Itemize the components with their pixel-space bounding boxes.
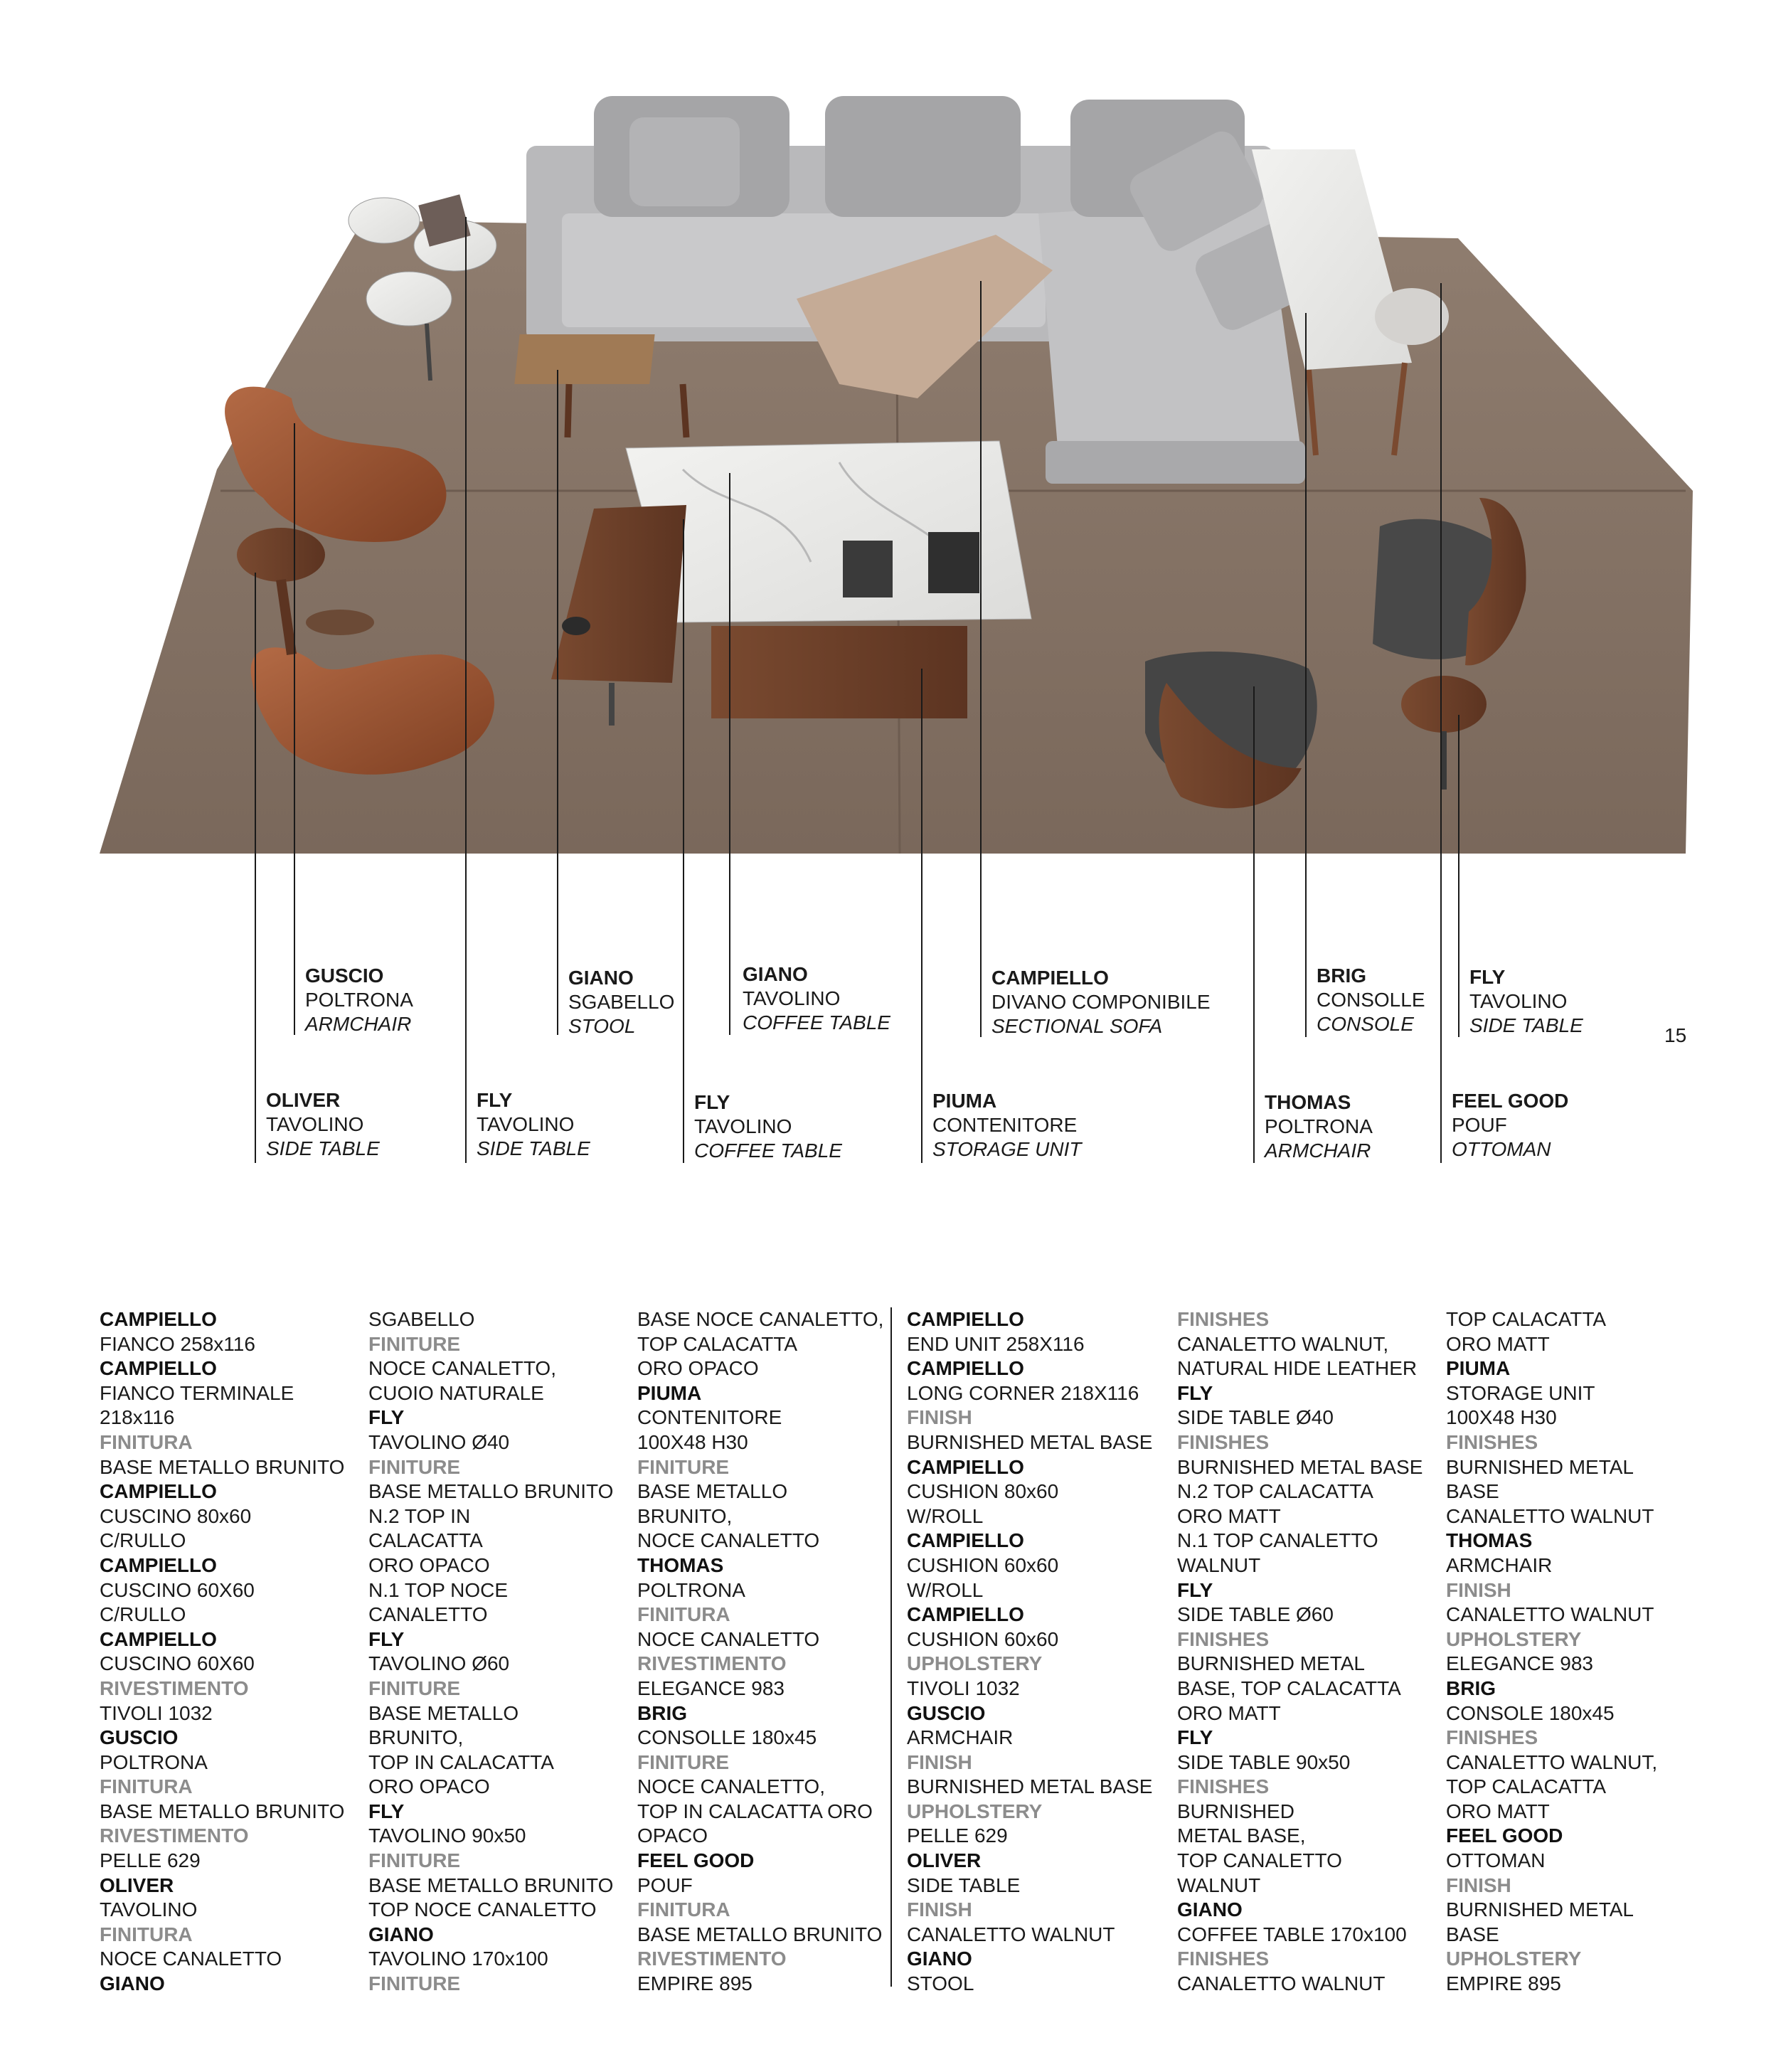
callout-italian: DIVANO COMPONIBILE: [991, 991, 1211, 1013]
spec-product-name: GUSCIO: [100, 1726, 179, 1749]
spec-product-name: CAMPIELLO: [100, 1357, 217, 1380]
spec-line: NATURAL HIDE LEATHER: [1177, 1357, 1418, 1380]
spec-line: N.1 TOP NOCE: [368, 1578, 509, 1601]
spec-line: TAVOLINO: [100, 1898, 198, 1921]
callout-italian: TAVOLINO: [477, 1113, 575, 1135]
callout-name: FLY: [694, 1091, 730, 1113]
spec-line: BRUNITO,: [368, 1726, 464, 1749]
spec-line: ELEGANCE 983: [1446, 1652, 1593, 1675]
spec-line: TOP CALACATTA: [637, 1332, 798, 1355]
callout-name: THOMAS: [1265, 1091, 1351, 1113]
callout-english: SIDE TABLE: [477, 1137, 590, 1159]
spec-line: CONSOLLE 180x45: [637, 1726, 817, 1749]
spec-column-1: [100, 1307, 349, 1997]
spec-line: SGABELLO: [368, 1308, 475, 1330]
callout-english: CONSOLE: [1317, 1013, 1414, 1035]
spec-product-name: CAMPIELLO: [907, 1455, 1024, 1478]
spec-line: N.2 TOP CALACATTA: [1177, 1480, 1373, 1503]
spec-line: W/ROLL: [907, 1578, 984, 1601]
callout-italian: TAVOLINO: [1469, 990, 1568, 1012]
spec-line: TAVOLINO Ø60: [368, 1652, 510, 1675]
spec-line: SIDE TABLE Ø40: [1177, 1406, 1334, 1429]
callout-english: ARMCHAIR: [305, 1013, 412, 1035]
spec-line: CONTENITORE: [637, 1406, 782, 1429]
spec-line: BASE METALLO BRUNITO: [368, 1480, 614, 1503]
spec-section-heading: FINISHES: [1177, 1627, 1270, 1650]
spec-line: CUSHION 60x60: [907, 1627, 1059, 1650]
spec-line: NOCE CANALETTO,: [368, 1357, 556, 1380]
callout-english: STOOL: [568, 1015, 636, 1037]
spec-line: CUSCINO 80x60: [100, 1504, 252, 1527]
callout-italian: CONTENITORE: [932, 1114, 1078, 1136]
spec-line: BASE METALLO: [368, 1701, 519, 1724]
spec-column-3: [637, 1307, 886, 1997]
spec-product-name: GIANO: [368, 1923, 434, 1945]
leader-feel-good: [1440, 283, 1442, 1163]
spec-line: BASE, TOP CALACATTA: [1177, 1677, 1401, 1699]
callout-english: SIDE TABLE: [1469, 1014, 1583, 1036]
spec-line: ORO OPACO: [368, 1553, 490, 1576]
spec-line: TOP NOCE CANALETTO: [368, 1898, 597, 1921]
callout-fly-side-table-left: [467, 1088, 590, 1161]
leader-guscio: [294, 423, 295, 1035]
spec-line: SIDE TABLE: [907, 1874, 1021, 1896]
spec-line: CANALETTO WALNUT,: [1446, 1750, 1658, 1773]
spec-section-heading: FINISH: [907, 1750, 972, 1773]
spec-product-name: BRIG: [637, 1701, 687, 1724]
spec-product-name: CAMPIELLO: [907, 1308, 1024, 1330]
spec-section-heading: FINISH: [1446, 1578, 1511, 1601]
spec-line: CANALETTO: [368, 1603, 488, 1626]
spec-line: BASE METALLO BRUNITO: [368, 1874, 614, 1896]
spec-line: N.2 TOP IN: [368, 1504, 471, 1527]
spec-product-name: FLY: [1177, 1726, 1213, 1749]
spec-product-name: FLY: [368, 1406, 405, 1429]
spec-line: ORO OPACO: [368, 1775, 490, 1798]
spec-line: NOCE CANALETTO,: [637, 1775, 825, 1798]
spec-line: BASE METALLO BRUNITO: [100, 1455, 345, 1478]
spec-section-heading: UPHOLSTERY: [1446, 1627, 1582, 1650]
spec-product-name: CAMPIELLO: [100, 1627, 217, 1650]
spec-product-name: FLY: [368, 1800, 405, 1822]
callout-name: OLIVER: [266, 1089, 341, 1111]
spec-line: STORAGE UNIT: [1446, 1381, 1595, 1404]
spec-line: TIVOLI 1032: [907, 1677, 1020, 1699]
spec-line: FIANCO TERMINALE: [100, 1381, 294, 1404]
spec-section-heading: RIVESTIMENTO: [100, 1677, 249, 1699]
callout-brig: [1307, 964, 1425, 1036]
spec-line: CUSCINO 60X60: [100, 1578, 255, 1601]
spec-line: POLTRONA: [637, 1578, 745, 1601]
spec-product-name: FLY: [1177, 1381, 1213, 1404]
callout-italian: POUF: [1452, 1114, 1507, 1136]
spec-line: ARMCHAIR: [1446, 1553, 1553, 1576]
spec-product-name: CAMPIELLO: [907, 1357, 1024, 1380]
spec-product-name: BRIG: [1446, 1677, 1496, 1699]
spec-section-heading: FINITURE: [368, 1849, 461, 1872]
spec-line: CUSHION 80x60: [907, 1480, 1059, 1503]
callout-english: SECTIONAL SOFA: [991, 1015, 1163, 1037]
callout-oliver: [256, 1088, 380, 1161]
spec-section-heading: FINITURA: [100, 1775, 193, 1798]
spec-line: ARMCHAIR: [907, 1726, 1014, 1749]
callout-piuma: [922, 1089, 1082, 1162]
leader-fly-coffee-table: [683, 519, 684, 1163]
spec-column-2: [368, 1307, 617, 1997]
callout-english: OTTOMAN: [1452, 1138, 1551, 1160]
spec-line: ORO MATT: [1446, 1800, 1550, 1822]
callout-name: FLY: [477, 1089, 513, 1111]
callout-name: GIANO: [743, 963, 808, 985]
spec-line: LONG CORNER 218X116: [907, 1381, 1139, 1404]
spec-line: NOCE CANALETTO: [637, 1529, 820, 1552]
callout-fly-side-table-right: [1459, 965, 1583, 1038]
spec-line: TAVOLINO 170x100: [368, 1948, 548, 1970]
spec-section-heading: FINITURA: [637, 1898, 730, 1921]
callout-italian: TAVOLINO: [694, 1115, 792, 1137]
spec-line: TOP CALACATTA: [1446, 1308, 1607, 1330]
spec-section-heading: FINISHES: [1177, 1430, 1270, 1453]
feel-good-ottoman: [1375, 288, 1449, 345]
spec-line: ORO MATT: [1446, 1332, 1550, 1355]
spec-section-heading: FINITURE: [368, 1332, 461, 1355]
spec-column-5: [1177, 1307, 1426, 1997]
spec-section-heading: FINITURE: [368, 1455, 461, 1478]
spec-product-name: FLY: [1177, 1578, 1213, 1601]
leader-brig: [1305, 313, 1307, 1037]
spec-product-name: CAMPIELLO: [100, 1480, 217, 1503]
spec-line: BASE NOCE CANALETTO,: [637, 1308, 884, 1330]
callout-name: GIANO: [568, 967, 634, 989]
living-room-photo: [0, 0, 1776, 875]
spec-line: TOP IN CALACATTA ORO: [637, 1800, 873, 1822]
spec-line: ORO MATT: [1177, 1504, 1281, 1527]
spec-section-heading: UPHOLSTERY: [1446, 1948, 1582, 1970]
spec-product-name: FEEL GOOD: [1446, 1824, 1563, 1847]
spec-product-name: GIANO: [907, 1948, 972, 1970]
spec-line: BURNISHED METAL: [1177, 1652, 1365, 1675]
spec-line: 100X48 H30: [1446, 1406, 1557, 1429]
spec-line: NOCE CANALETTO: [637, 1627, 820, 1650]
language-divider: [890, 1307, 892, 1987]
spec-product-name: PIUMA: [1446, 1357, 1511, 1380]
spec-line: BASE METALLO BRUNITO: [637, 1923, 883, 1945]
spec-line: BURNISHED: [1177, 1800, 1294, 1822]
callout-english: STORAGE UNIT: [932, 1138, 1082, 1160]
spec-section-heading: FINITURA: [100, 1923, 193, 1945]
spec-line: TAVOLINO 90x50: [368, 1824, 526, 1847]
callout-giano-stool: [558, 966, 674, 1038]
callout-italian: SGABELLO: [568, 991, 675, 1013]
spec-section-heading: FINITURE: [368, 1677, 461, 1699]
callout-name: PIUMA: [932, 1090, 997, 1112]
spec-line: CALACATTA: [368, 1529, 483, 1552]
spec-line: N.1 TOP CANALETTO: [1177, 1529, 1378, 1552]
spec-section-heading: FINITURA: [100, 1430, 193, 1453]
spec-line: POLTRONA: [100, 1750, 208, 1773]
spec-line: BRUNITO,: [637, 1504, 733, 1527]
callout-giano-coffee-table: [733, 962, 890, 1035]
spec-line: WALNUT: [1177, 1553, 1261, 1576]
leader-campiello: [980, 281, 982, 1037]
spec-line: STOOL: [907, 1972, 974, 1995]
callout-italian: TAVOLINO: [743, 987, 841, 1009]
spec-line: ORO MATT: [1177, 1701, 1281, 1724]
spec-section-heading: FINITURE: [637, 1455, 730, 1478]
spec-product-name: THOMAS: [637, 1553, 724, 1576]
spec-line: SIDE TABLE 90x50: [1177, 1750, 1351, 1773]
spec-product-name: FLY: [368, 1627, 405, 1650]
page-number: 15: [1664, 1024, 1687, 1046]
spec-line: END UNIT 258X116: [907, 1332, 1085, 1355]
spec-section-heading: FINISHES: [1446, 1430, 1538, 1453]
spec-product-name: CAMPIELLO: [907, 1529, 1024, 1552]
spec-line: 218x116: [100, 1406, 175, 1429]
spec-line: C/RULLO: [100, 1603, 186, 1626]
callout-thomas: [1255, 1090, 1373, 1163]
spec-product-name: CAMPIELLO: [907, 1603, 1024, 1626]
spec-section-heading: FINISHES: [1177, 1948, 1270, 1970]
spec-line: CONSOLE 180x45: [1446, 1701, 1615, 1724]
leader-oliver: [255, 573, 256, 1163]
spec-section-heading: FINISH: [907, 1406, 972, 1429]
spec-product-name: OLIVER: [100, 1874, 174, 1896]
spec-line: PELLE 629: [100, 1849, 201, 1872]
spec-section-heading: FINITURE: [368, 1972, 461, 1995]
spec-section-heading: UPHOLSTERY: [907, 1652, 1043, 1675]
spec-product-name: GIANO: [1177, 1898, 1243, 1921]
spec-line: BASE: [1446, 1923, 1499, 1945]
spec-line: W/ROLL: [907, 1504, 984, 1527]
spec-line: EMPIRE 895: [637, 1972, 753, 1995]
spec-line: CUOIO NATURALE: [368, 1381, 544, 1404]
spec-line: PELLE 629: [907, 1824, 1008, 1847]
spec-line: CUSCINO 60X60: [100, 1652, 255, 1675]
spec-section-heading: RIVESTIMENTO: [637, 1652, 787, 1675]
spec-line: TOP CALACATTA: [1446, 1775, 1607, 1798]
spec-product-name: OLIVER: [907, 1849, 982, 1872]
spec-section-heading: FINISHES: [1177, 1775, 1270, 1798]
spec-line: C/RULLO: [100, 1529, 186, 1552]
spec-line: EMPIRE 895: [1446, 1972, 1561, 1995]
spec-line: CANALETTO WALNUT: [1177, 1972, 1386, 1995]
callout-english: SIDE TABLE: [266, 1137, 380, 1159]
callout-name: CAMPIELLO: [991, 967, 1109, 989]
spec-line: TIVOLI 1032: [100, 1701, 213, 1724]
spec-product-name: THOMAS: [1446, 1529, 1533, 1552]
spec-line: ORO OPACO: [637, 1357, 759, 1380]
callout-english: ARMCHAIR: [1265, 1139, 1371, 1162]
callout-guscio: [295, 964, 413, 1036]
spec-line: POUF: [637, 1874, 693, 1896]
callout-italian: POLTRONA: [1265, 1115, 1373, 1137]
spec-section-heading: FINISH: [907, 1898, 972, 1921]
callout-english: COFFEE TABLE: [694, 1139, 842, 1162]
spec-section-heading: FINISHES: [1177, 1308, 1270, 1330]
spec-line: BURNISHED METAL BASE: [1177, 1455, 1423, 1478]
spec-line: SIDE TABLE Ø60: [1177, 1603, 1334, 1626]
callout-name: FEEL GOOD: [1452, 1090, 1569, 1112]
spec-section-heading: FINISHES: [1446, 1726, 1538, 1749]
spec-line: OTTOMAN: [1446, 1849, 1546, 1872]
callout-name: GUSCIO: [305, 965, 384, 987]
leader-giano-coffee-table: [729, 473, 730, 1035]
spec-section-heading: RIVESTIMENTO: [637, 1948, 787, 1970]
spec-line: 100X48 H30: [637, 1430, 748, 1453]
spec-product-name: CAMPIELLO: [100, 1553, 217, 1576]
spec-line: CANALETTO WALNUT,: [1177, 1332, 1389, 1355]
spec-product-name: GUSCIO: [907, 1701, 986, 1724]
spec-section-heading: UPHOLSTERY: [907, 1800, 1043, 1822]
spec-line: CUSHION 60x60: [907, 1553, 1059, 1576]
spec-line: NOCE CANALETTO: [100, 1948, 282, 1970]
spec-product-name: GIANO: [100, 1972, 165, 1995]
spec-line: BASE: [1446, 1480, 1499, 1503]
spec-line: CANALETTO WALNUT: [1446, 1603, 1654, 1626]
spec-section-heading: FINITURA: [637, 1603, 730, 1626]
spec-line: COFFEE TABLE 170x100: [1177, 1923, 1407, 1945]
leader-fly-side-left: [465, 217, 467, 1163]
spec-line: OPACO: [637, 1824, 708, 1847]
spec-product-name: FEEL GOOD: [637, 1849, 755, 1872]
spec-line: CANALETTO WALNUT: [1446, 1504, 1654, 1527]
callout-name: FLY: [1469, 966, 1506, 988]
spec-column-4: [907, 1307, 1156, 1997]
callout-italian: TAVOLINO: [266, 1113, 364, 1135]
spec-line: CANALETTO WALNUT: [907, 1923, 1115, 1945]
callout-italian: POLTRONA: [305, 989, 413, 1011]
spec-section-heading: FINITURE: [637, 1750, 730, 1773]
callout-feel-good: [1442, 1089, 1568, 1162]
spec-line: METAL BASE,: [1177, 1824, 1306, 1847]
spec-line: BURNISHED METAL BASE: [907, 1430, 1153, 1453]
callout-english: COFFEE TABLE: [743, 1011, 890, 1034]
spec-line: ELEGANCE 983: [637, 1677, 785, 1699]
callout-fly-coffee-table: [684, 1090, 842, 1163]
spec-line: BURNISHED METAL: [1446, 1898, 1634, 1921]
callout-name: BRIG: [1317, 965, 1366, 987]
spec-product-name: PIUMA: [637, 1381, 702, 1404]
spec-section-heading: RIVESTIMENTO: [100, 1824, 249, 1847]
callout-campiello: [982, 966, 1211, 1038]
spec-line: FIANCO 258x116: [100, 1332, 255, 1355]
spec-product-name: CAMPIELLO: [100, 1308, 217, 1330]
spec-line: WALNUT: [1177, 1874, 1261, 1896]
spec-line: BASE METALLO: [637, 1480, 788, 1503]
spec-line: BASE METALLO BRUNITO: [100, 1800, 345, 1822]
spec-section-heading: FINISH: [1446, 1874, 1511, 1896]
callout-italian: CONSOLLE: [1317, 989, 1425, 1011]
spec-line: TOP CANALETTO: [1177, 1849, 1342, 1872]
leader-giano-stool: [557, 370, 558, 1035]
spec-column-6: [1446, 1307, 1695, 1997]
spec-line: TAVOLINO Ø40: [368, 1430, 510, 1453]
spec-line: TOP IN CALACATTA: [368, 1750, 554, 1773]
spec-line: BURNISHED METAL BASE: [907, 1775, 1153, 1798]
spec-line: BURNISHED METAL: [1446, 1455, 1634, 1478]
